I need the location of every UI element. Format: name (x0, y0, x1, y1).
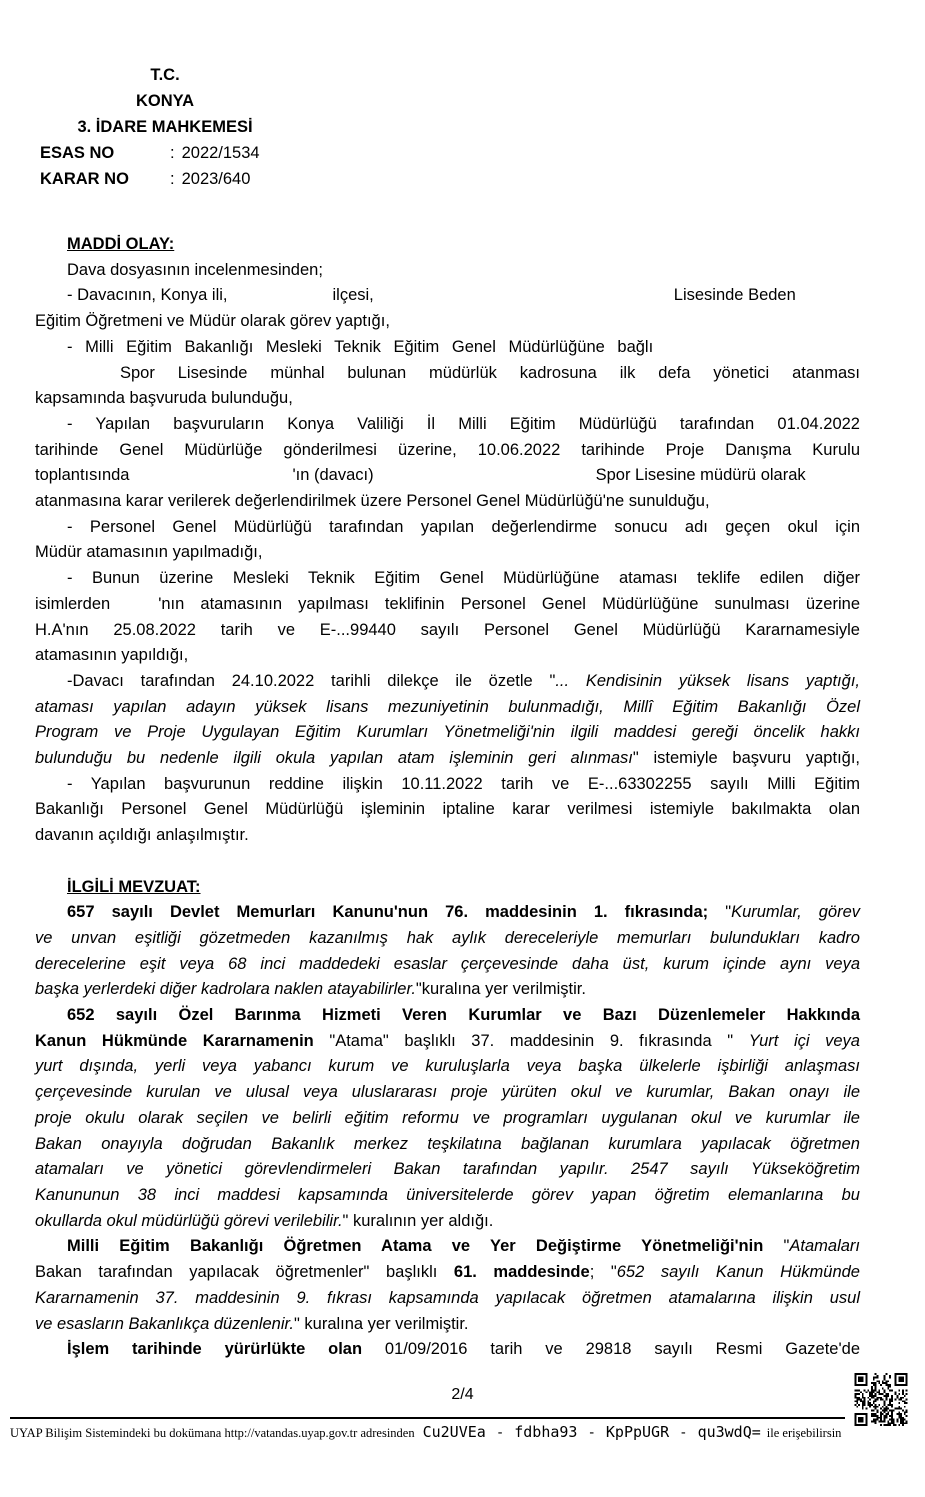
text-line (35, 412, 860, 438)
text-run: " istemiyle başvuru yaptığı, (632, 749, 861, 768)
footer-access-note (10, 1423, 860, 1441)
text-line (35, 900, 860, 926)
text-line (35, 720, 860, 746)
page-number: 2/4 (451, 1386, 474, 1403)
text-run: 'ın (davacı) (292, 466, 374, 485)
text-line (35, 1183, 860, 1209)
text-run: ve unvan eşitliği gözetmeden kazanılmış hak aylık dereceleriyle memurları bulundukları kadro (35, 928, 860, 947)
text-run: Kanununun 38 inci maddesi kapsamında üniversitelerde görev yapan öğretim elemanlarına bu (35, 1186, 860, 1204)
text-run: başka yerlerdeki diğer kadrolara naklen atayabilirler. (35, 980, 416, 999)
text-run: çerçevesinde kurulan ve ulusal veya uluslararası proje yürüten okul ve kurumlar, Bakan onayı ile (35, 1083, 860, 1102)
text-run: okullarda okul müdürlüğü görevi verilebilir. (35, 1211, 343, 1230)
text-run: "Atama" başlıklı 37. maddesinin 9. fıkrasında " (313, 1031, 749, 1050)
text-line (35, 309, 860, 335)
text-run: Atamaları (789, 1237, 860, 1256)
case-field-label: KARAR NO (40, 170, 129, 188)
text-run: ataması yapılan adayın yüksek lisans mezuniyetinin bulunmadığı, Millî Eğitim Bakanlığı Özel (35, 697, 860, 716)
code-separator: - (495, 1425, 505, 1441)
text-run: kapsamında başvuruda bulunduğu, (35, 389, 293, 408)
text-line (35, 438, 860, 464)
text-run: 'nın atamasının yapılması teklifinin Personel Genel Müdürlüğüne sunulması üzerine (158, 594, 860, 613)
court-line: T.C. (150, 66, 180, 84)
text-line (35, 1286, 860, 1312)
text-run: toplantısında (35, 466, 130, 485)
text-run: bulunduğu bu nedenle ilgili okula yapılan atam işleminin geri alınması (35, 749, 633, 768)
text-line (35, 540, 860, 566)
text-line (35, 1003, 860, 1029)
section (35, 875, 860, 1363)
footer-suffix: ile erişebilirsin (766, 1426, 842, 1440)
text-run: Kanun Hükmünde Kararnamenin (35, 1031, 314, 1050)
text-line (35, 515, 860, 541)
text-line (35, 258, 860, 284)
redaction-gap (35, 376, 120, 378)
text-line (35, 1209, 860, 1235)
text-run: " kuralına yer verilmiştir. (293, 1314, 469, 1333)
text-run: ... Kendisinin yüksek lisans yaptığı, (555, 671, 860, 690)
text-run: Bakanlığı Personel Genel Müdürlüğü işleminin iptaline karar verilmesi istemiyle bakılmakta olan (35, 800, 860, 819)
code-separator: - (679, 1425, 688, 1441)
text-run: tarihinde Genel Müdürlüğe gönderilmesi üzerine, 10.06.2022 tarihinde Proje Danışma Kurulu (35, 440, 860, 459)
text-line (35, 695, 860, 721)
case-field-value: 2023/640 (181, 170, 251, 188)
text-run: " (708, 903, 732, 922)
access-code: KpPpUGR (605, 1423, 670, 1441)
text-run: derecelerine eşit veya 68 inci maddedeki esaslar çerçevesinde daha üst, kurum içinde aynı veya (35, 954, 860, 973)
text-run: Kararnamenin 37. maddesinin 9. fıkrası kapsamında yapılacak öğretmen atamalarına ilişkin usul (35, 1288, 860, 1307)
case-field-label: ESAS NO (40, 144, 115, 162)
text-line (35, 1054, 860, 1080)
case-field (40, 140, 860, 166)
court-line: KONYA (135, 92, 195, 110)
text-run: ve esasların Bakanlıkça düzenlenir. (35, 1314, 294, 1333)
text-line (35, 746, 860, 772)
text-run: İşlem tarihinde yürürlükte olan (67, 1340, 363, 1359)
code-separator: - (587, 1425, 596, 1441)
text-run: atamaları ve yönetici görevlendirmeleri Bakan tarafından yapılır. 2547 sayılı Yükseköğretim (35, 1160, 860, 1179)
document-body (35, 232, 860, 1363)
section-heading (35, 232, 860, 258)
text-run: Milli Eğitim Bakanlığı Öğretmen Atama ve Yer Değiştirme Yönetmeliği'nin (67, 1237, 764, 1256)
text-run: yurt dışında, yerli veya yabancı kurum ve kuruluşlarla veya başka ülkelerle işbirliği anlaşması (35, 1057, 860, 1076)
text-run: Müdür atamasının yapılmadığı, (35, 543, 263, 562)
text-line (35, 1337, 860, 1363)
text-line (35, 797, 860, 823)
text-line (35, 1106, 860, 1132)
text-line (35, 772, 860, 798)
document-content (35, 62, 860, 1363)
text-line (35, 463, 860, 489)
text-run: atanmasına karar verilerek değerlendirilmek üzere Personel Genel Müdürlüğü'ne sunulduğu, (35, 492, 710, 511)
text-run: - Bunun üzerine Mesleki Teknik Eğitim Genel Müdürlüğüne ataması teklife edilen diğer (67, 569, 860, 588)
text-line (35, 977, 860, 1003)
text-run: 657 sayılı Devlet Memurları Kanunu'nun 76. maddesinin 1. fıkrasında; (67, 903, 709, 922)
text-line (35, 386, 860, 412)
text-line (35, 1260, 860, 1286)
text-line (35, 335, 860, 361)
redaction-gap (110, 607, 158, 609)
section-heading-text: İLGİLİ MEVZUAT: (67, 877, 201, 896)
text-run: Kurumlar, görev (731, 903, 861, 922)
text-line (35, 643, 860, 669)
case-fields (40, 140, 860, 192)
text-run: davanın açıldığı anlaşılmıştır. (35, 826, 249, 845)
redaction-gap (374, 478, 596, 480)
text-run: 652 sayılı Kanun Hükmünde (616, 1263, 860, 1282)
text-run: - Milli Eğitim Bakanlığı Mesleki Teknik Eğitim Genel Müdürlüğüne bağlı (67, 337, 654, 356)
text-run: Lisesinde Beden (673, 286, 796, 305)
text-run: H.A'nın 25.08.2022 tarih ve E-...99440 sayılı Personel Genel Müdürlüğü Kararnamesiyle (35, 620, 860, 639)
text-line (35, 669, 860, 695)
access-code: fdbha93 (514, 1423, 578, 1441)
text-line (35, 823, 860, 849)
text-line (35, 1132, 860, 1158)
text-run: 01/09/2016 tarih ve 29818 sayılı Resmi Gazete'de (362, 1340, 860, 1359)
text-run: Spor Lisesine müdürü olarak (595, 466, 806, 485)
redaction-gap (374, 298, 674, 300)
text-run: "kuralına yer verilmiştir. (415, 980, 586, 999)
text-run: Spor Lisesinde münhal bulunan müdürlük kadrosuna ilk defa yönetici atanması (120, 363, 860, 382)
case-field-separator: : (170, 144, 175, 162)
footer-divider (10, 1417, 845, 1419)
text-run: atamasının yapıldığı, (35, 646, 189, 665)
text-line (35, 566, 860, 592)
text-line (35, 489, 860, 515)
section-heading-text: MADDİ OLAY: (67, 235, 175, 253)
text-line (35, 1157, 860, 1183)
text-line (35, 1312, 860, 1338)
access-codes (419, 1423, 765, 1441)
text-run: 61. maddesinde (453, 1263, 590, 1282)
text-run: - Yapılan başvuruların Konya Valiliği İl Milli Eğitim Müdürlüğü tarafından 01.04.2022 (67, 414, 860, 433)
case-field (40, 166, 860, 192)
case-field-separator: : (170, 170, 175, 188)
text-run: proje okulu olarak seçilen ve belirli eğitim reformu ve programları uygulanan okul ve kurumlar ile (35, 1108, 860, 1127)
text-run: - Davacının, Konya ili, (67, 286, 228, 305)
text-run: ilçesi, (332, 286, 374, 305)
access-code: qu3wdQ= (697, 1423, 761, 1441)
footer-prefix: UYAP Bilişim Sistemindeki bu dokümana http://vatandas.uyap.gov.tr adresinden (10, 1426, 415, 1440)
court-header (35, 62, 295, 140)
redaction-gap (130, 478, 293, 480)
text-run: Program ve Proje Uygulayan Eğitim Kurumları Yönetmeliği'nin ilgili maddesi gereği öncelik hakkı (35, 723, 860, 742)
text-run: " (763, 1237, 790, 1256)
text-line (35, 952, 860, 978)
text-line (35, 592, 860, 618)
text-run: " kuralının yer aldığı. (342, 1211, 494, 1230)
text-run: ; " (589, 1263, 617, 1282)
qr-code (853, 1373, 909, 1426)
text-run: 652 sayılı Özel Barınma Hizmeti Veren Kurumlar ve Bazı Düzenlemeler Hakkında (67, 1006, 860, 1025)
court-line: 3. İDARE MAHKEMESİ (77, 118, 253, 136)
text-line (35, 618, 860, 644)
section-heading (35, 875, 860, 901)
text-line (35, 1080, 860, 1106)
text-run: Yurt içi veya (748, 1031, 860, 1050)
text-run: - Yapılan başvurunun reddine ilişkin 10.11.2022 tarih ve E-...63302255 sayılı Milli Eğitim (67, 774, 860, 793)
text-run: Dava dosyasının incelenmesinden; (67, 260, 323, 279)
access-code: Cu2UVEa (422, 1423, 486, 1441)
text-run: - Personel Genel Müdürlüğü tarafından yapılan değerlendirme sonucu adı geçen okul için (67, 517, 860, 536)
text-line (35, 926, 860, 952)
text-run: Bakan tarafından yapılacak öğretmenler" başlıklı (35, 1263, 454, 1282)
text-line (35, 1029, 860, 1055)
redaction-gap (228, 298, 333, 300)
text-run: Eğitim Öğretmeni ve Müdür olarak görev yaptığı, (35, 312, 390, 331)
text-line (35, 283, 860, 309)
case-field-value: 2022/1534 (181, 144, 260, 162)
text-run: isimlerden (35, 594, 111, 613)
text-run: Bakan onayıyla doğrudan Bakanlık merkez teşkilatına bağlanan kurumlara yapılacak öğretmen (35, 1134, 860, 1153)
text-line (35, 1234, 860, 1260)
section (35, 232, 860, 849)
text-run: -Davacı tarafından 24.10.2022 tarihli dilekçe ile özetle " (67, 671, 556, 690)
text-line (35, 361, 860, 387)
